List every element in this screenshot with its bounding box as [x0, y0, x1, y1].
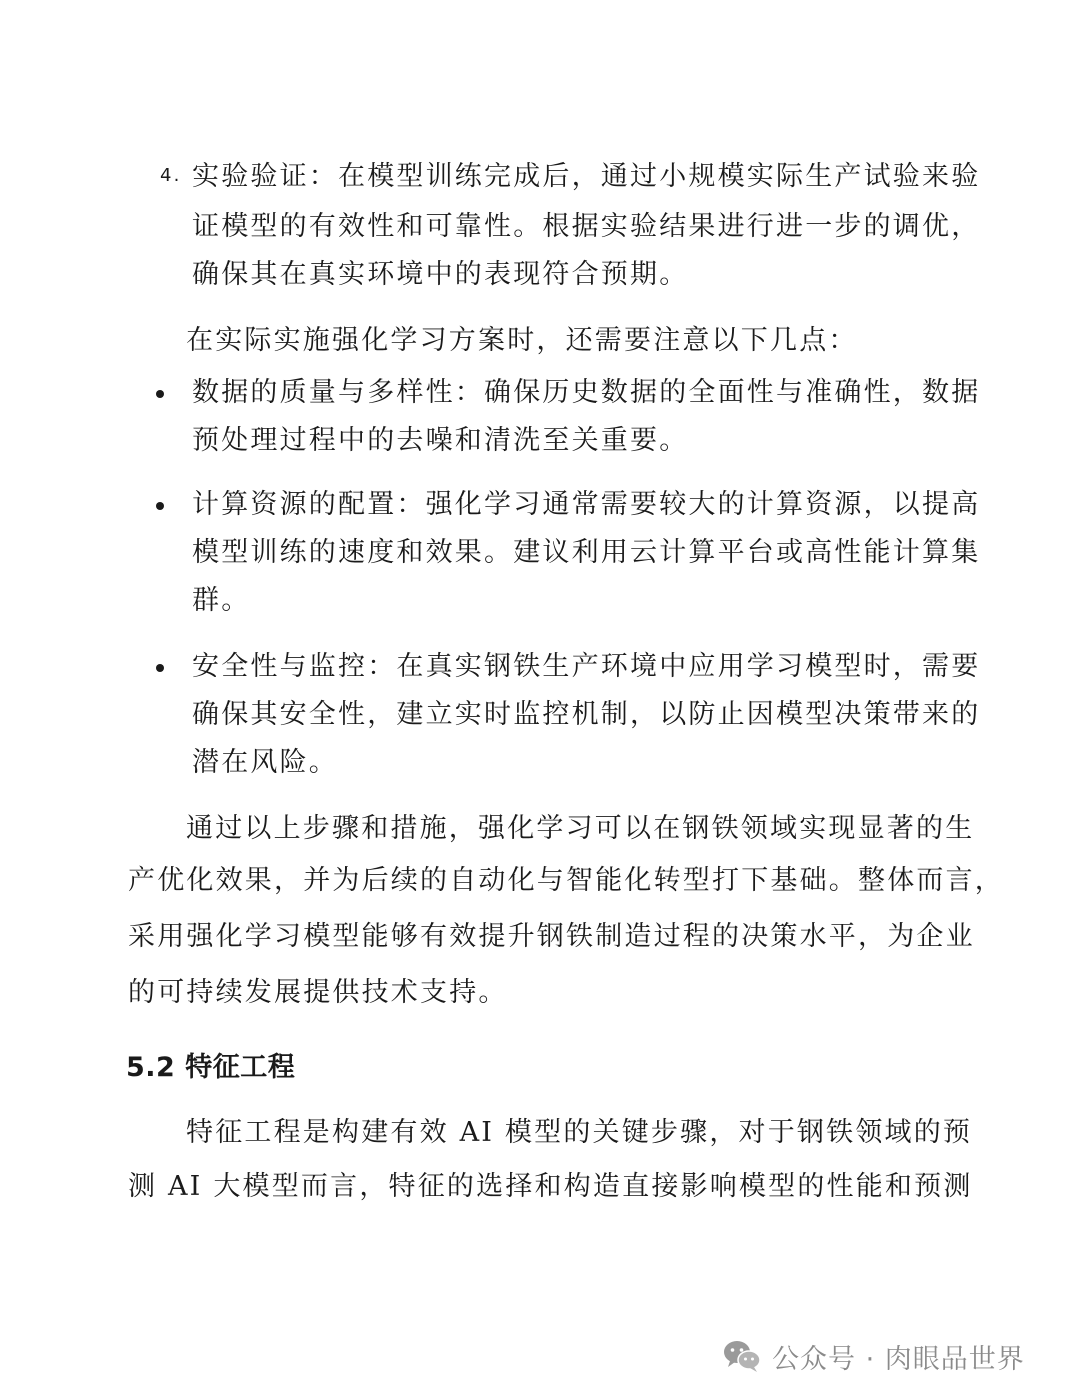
bullet-text-line: 预处理过程中的去噪和清洗至关重要。 [192, 425, 689, 456]
bullet-text-line: 群。 [192, 585, 251, 616]
wechat-watermark [722, 1334, 1025, 1378]
bullet-dot-icon [156, 664, 164, 672]
intro-paragraph: 在实际实施强化学习方案时，还需要注意以下几点： [186, 325, 858, 356]
bullet-text-line: 模型训练的速度和效果。建议利用云计算平台或高性能计算集 [192, 537, 981, 568]
paragraph-line: 产优化效果，并为后续的自动化与智能化转型打下基础。整体而言， [128, 865, 1004, 896]
bullet-text-line: 计算资源的配置：强化学习通常需要较大的计算资源，以提高 [192, 489, 981, 520]
bullet-dot-icon [156, 502, 164, 510]
list-number: 4. [160, 165, 182, 186]
paragraph-line: 通过以上步骤和措施，强化学习可以在钢铁领域实现显著的生 [186, 813, 975, 844]
bullet-text-line: 潜在风险。 [192, 747, 338, 778]
bullet-text-line: 确保其安全性，建立实时监控机制，以防止因模型决策带来的 [192, 699, 981, 730]
item-text-line: 实验验证：在模型训练完成后，通过小规模实际生产试验来验 [192, 161, 981, 192]
bullet-dot-icon [156, 390, 164, 398]
paragraph-line: 特征工程是构建有效 AI 模型的关键步骤，对于钢铁领域的预 [186, 1117, 973, 1148]
bullet-text-line: 安全性与监控：在真实钢铁生产环境中应用学习模型时，需要 [192, 651, 981, 682]
bullet-text-line: 数据的质量与多样性：确保历史数据的全面性与准确性，数据 [192, 377, 981, 408]
wechat-icon [722, 1338, 762, 1374]
section-heading: 5.2 特征工程 [126, 1052, 296, 1083]
paragraph-line: 测 AI 大模型而言，特征的选择和构造直接影响模型的性能和预测 [128, 1171, 973, 1202]
item-text-line: 证模型的有效性和可靠性。根据实验结果进行进一步的调优， [192, 211, 981, 242]
watermark-text: 公众号 · 肉眼品世界 [772, 1343, 1025, 1375]
item-text-line: 确保其在真实环境中的表现符合预期。 [192, 259, 689, 290]
paragraph-line: 的可持续发展提供技术支持。 [128, 977, 508, 1008]
paragraph-line: 采用强化学习模型能够有效提升钢铁制造过程的决策水平，为企业 [128, 921, 975, 952]
